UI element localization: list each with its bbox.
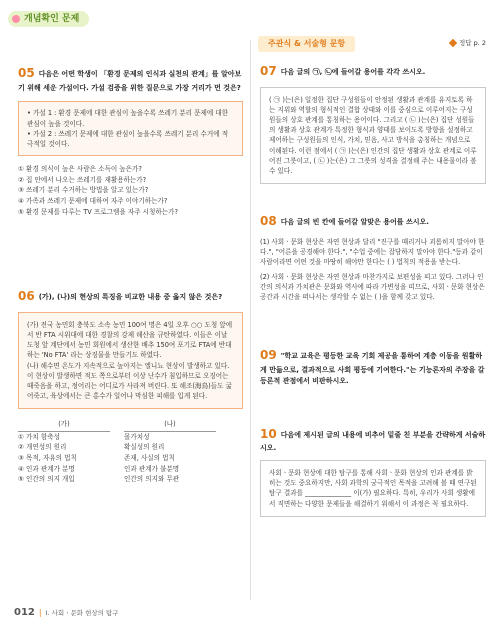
question-number: 09 [260, 348, 277, 363]
header-left [8, 8, 228, 30]
spacer [260, 302, 486, 346]
choice-1: ① 환경 의식이 높은 사람은 소득이 높은가? [18, 165, 142, 174]
comparison-table [18, 419, 243, 485]
column-divider [250, 40, 251, 600]
table-cell: 존재, 사실의 법칙 [124, 453, 175, 462]
table-cell: ① 가치 함축성 [18, 432, 60, 441]
table-cell: 인간의 의지와 무관 [124, 475, 180, 484]
question-text: 다음 글의 ㉠, ㉡에 들어갈 용어를 각각 쓰시오. [280, 68, 426, 76]
spacer [260, 184, 486, 212]
question-text: 다음은 어떤 학생이 「환경 문제의 인식과 실천의 관계」를 알아보기 위해 세운 가설이다. 가설 검증을 위한 질문으로 가장 거리가 먼 것은? [18, 70, 242, 92]
paragraph-2: (2) 사회ㆍ문화 현상은 자연 현상과 마찬가지로 보편성을 띠고 있다. 그러나 인간의 의식과 가치관은 문화와 역사에 따라 가변성을 띠므로, 사회ㆍ문화 현상은 공간과 시간을 떠나서는 생각할 수 없는 ( )을 함께 갖고 있다. [260, 272, 485, 302]
paragraph-1: (1) 사회ㆍ문화 현상은 자연 현상과 달리 "진구를 때리거나 괴롭히지 말아야 한다.", "어른을 공경해야 한다.", "수업 중에는 잡담하지 말아야 한다."등과 같이 사람이라면 어떤 것을 마땅히 해야만 한다는 ( ) 법칙의 적용을 받는다. [260, 237, 485, 267]
table-cell: ③ 목적, 자유의 법칙 [18, 453, 77, 462]
hypothesis-1: • 가설 1 : 환경 문제에 대한 관심이 높을수록 쓰레기 분리 문제에 대한 관심이 높을 것이다. [27, 109, 229, 128]
choice-4: ④ 가족과 쓰레기 문제에 대하여 자주 이야기하는가? [18, 196, 168, 205]
question-text: (가), (나)의 현상의 특징을 비교한 내용 중 옳지 않은 것은? [38, 293, 223, 302]
table-cell: 확실성의 원리 [124, 443, 165, 452]
choice-2: ② 집 안에서 나오는 쓰레기를 재활용하는가? [18, 175, 147, 184]
passage-na: (나) 해수면 온도가 지속적으로 높아지는 엘니뇨 현상이 발생하고 있다. 이 현상이 발생하면 적도 쪽으로부터 이상 난수가 침입하므로 오징어는 때죽음을 하고, 정어리는 어디로가 사라져 버린다. 또 해조(海鳥)들도 굶어죽고, 육상에서는 큰 홍수가 일어나 막심한 피해를 입게 된다. [27, 361, 232, 401]
question-number: 10 [260, 426, 277, 441]
subjective-section-badge: 주관식 & 서술형 문항 [258, 36, 355, 52]
table-cell: ④ 인과 관계가 분명 [18, 464, 75, 473]
page-number: 012 [14, 607, 35, 618]
page-footer: 012 | Ⅰ. 사회ㆍ문화 현상의 탐구 [14, 607, 119, 618]
hypothesis-box [18, 101, 243, 156]
question-8 [260, 212, 486, 302]
passage-box: 사회ㆍ문화 현상에 대한 탐구를 통해 사회ㆍ문화 현상의 인과 관계를 밝히는 것도 중요하지만, 사회 과학의 궁극적인 목적을 고려해 볼 때 연구된 탐구 결과를 ______________ 이(가) 필요하다. 특히, 우리가 사회 생활에서 직면하는 다양한 문제들을 해결하기 위해서 이 과정은 꼭 필요하다. [260, 460, 486, 517]
question-number: 06 [18, 289, 35, 304]
spacer [18, 217, 243, 287]
question-7 [260, 62, 486, 184]
passage-ga: (가) 전국 농민회 충북도 소속 농민 100여 명은 4일 오후 ○○ 도청 앞에서 반 FTA 시위대에 대한 경찰의 강제 해산을 규탄하였다. 이들은 이날 도청 앞 계단에서 농민 회원에서 생산한 배추 150여 포기로 FTA에 반대하는 'No FTA' 라는 상징물을 만들기도 하였다. [27, 320, 233, 360]
header-right [258, 36, 486, 54]
question-5 [18, 64, 243, 217]
hypothesis-2: • 가설 2 : 쓰레기 문제에 대한 관심이 높을수록 쓰레기 분리 수거에 적극적일 것이다. [27, 129, 229, 149]
spacer [260, 387, 486, 425]
table-cell: ② 개연성의 원리 [18, 443, 67, 452]
choice-3: ③ 쓰레기 분리 수거하는 방법을 알고 있는가? [18, 186, 149, 195]
table-cell: 몰가치성 [124, 432, 150, 441]
question-text: 다음 글의 빈 칸에 들어갈 알맞은 용어를 쓰시오. [280, 218, 429, 227]
chapter-title: Ⅰ. 사회ㆍ문화 현상의 탐구 [45, 609, 119, 617]
question-number: 07 [260, 64, 277, 78]
passage-box [18, 312, 243, 410]
question-number: 08 [260, 214, 277, 229]
section-title-badge: 개념확인 문제 [8, 11, 89, 27]
answer-reference: 정답 p. 2 [450, 38, 486, 48]
table-cell: 인과 관계가 불분명 [124, 464, 180, 473]
table-cell: ⑤ 인간의 의지 개입 [18, 475, 75, 484]
column-header-ga: (가) [18, 419, 110, 431]
question-10 [260, 425, 486, 517]
left-column [18, 64, 243, 485]
question-6 [18, 287, 243, 485]
question-number: 05 [18, 66, 35, 80]
question-text: 다음에 제시된 글의 내용에 비추어 밑줄 친 부분을 간략하게 서술하시오. [260, 430, 486, 453]
right-column [260, 62, 486, 517]
question-text: "학교 교육은 평등한 교육 기회 제공을 통하여 계층 이동을 원활하게 만듦으로, 결과적으로 사회 평등에 기여한다."는 기능론자의 주장을 갈등론적 관점에서 비판하시오. [260, 352, 485, 385]
question-9 [260, 346, 486, 386]
column-header-na: (나) [124, 419, 216, 431]
choice-5: ⑤ 환경 문제를 다루는 TV 프로그램을 자주 시청하는가? [18, 207, 179, 216]
answer-choices [18, 164, 243, 217]
passage-box: ( ㉠ )는(은) 일정한 집단 구성원들이 안정된 생활과 관계를 유지토록 하는 지위와 역할의 형식적인 결합 상태와 이를 중심으로 이루어지는 구성원들의 상호 관계를 통칭하는 용어이다. 그리고 ( ㉡ )는(은) 집단 성원들의 생활과 상호 관계가 특정한 형식과 양태를 보이도록 방향을 설정하고 제어하는 구성원들의 인식, 가치, 믿음, 사고 방식을 총칭하는 개념으로 이해된다. 이런 점에서 ( ㉠ )는(은) 인간의 집단 생활과 상호 관계로 이루어진 그릇이고, ( ㉡ )는(은) 그 그릇의 성격을 결정해 주는 내용물이라 볼 수 있다. [260, 87, 486, 185]
pencil-icon [449, 39, 457, 47]
